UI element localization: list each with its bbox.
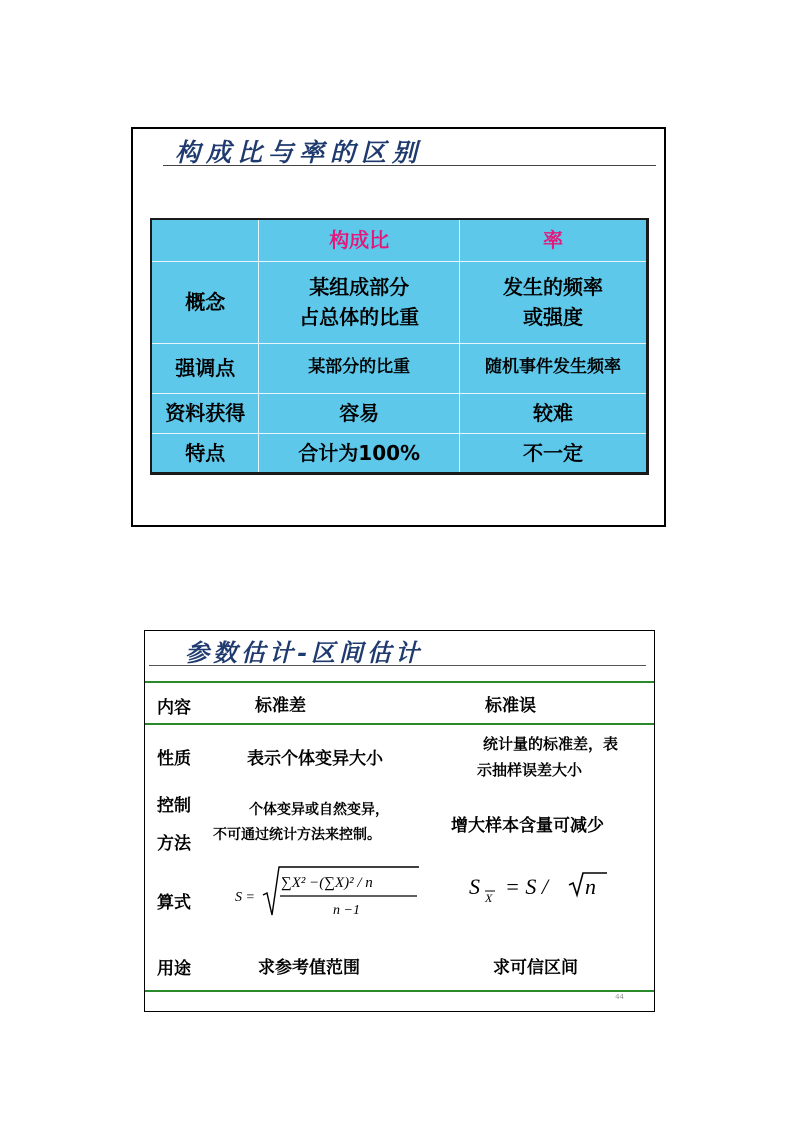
cell — [459, 261, 647, 343]
cell-line: 某组成部分 — [309, 275, 410, 299]
sd-numerator: ∑X² −(∑X)² / n — [281, 875, 373, 891]
se-formula — [465, 867, 615, 907]
se-sub: X — [485, 891, 493, 905]
sd-denominator: n −1 — [333, 903, 360, 918]
table-top-rule — [145, 681, 654, 683]
cell: 随机事件发生频率 — [459, 343, 647, 393]
header-rate: 率 — [459, 219, 647, 261]
row-label-formula: 算式 — [157, 893, 191, 913]
usage-se: 求可信区间 — [493, 958, 578, 978]
row-label: 强调点 — [151, 343, 259, 393]
se-n: n — [585, 874, 596, 899]
control-se: 增大样本含量可减少 — [451, 816, 604, 836]
slide2-title: 参数估计-区间估计 — [185, 638, 423, 667]
cell: 较难 — [459, 393, 647, 433]
sd-lhs: S = — [235, 890, 255, 905]
se-rhs: = S / — [505, 874, 548, 899]
control-sd-line2: 不可通过统计方法来控制。 — [213, 827, 381, 843]
cell-line: 发生的频率 — [502, 275, 603, 299]
page-mark: 44 — [615, 993, 624, 1001]
nature-se-line2: 示抽样误差大小 — [477, 761, 583, 779]
header-content: 内容 — [157, 698, 191, 718]
table-bottom-rule — [145, 990, 654, 992]
row-label: 特点 — [151, 433, 259, 473]
cell: 不一定 — [459, 433, 647, 473]
cell-line: 或强度 — [522, 305, 583, 329]
comparison-table — [150, 218, 649, 475]
header-sd: 标准差 — [255, 696, 306, 716]
header-bottom-rule — [145, 723, 654, 725]
nature-se-line1: 统计量的标准差，表 — [483, 735, 619, 753]
row-label-nature: 性质 — [157, 749, 191, 769]
control-sd-line1: 个体变异或自然变异， — [249, 802, 389, 818]
header-empty — [151, 219, 259, 261]
table-header-row — [151, 219, 648, 261]
row-label: 资料获得 — [151, 393, 259, 433]
header-composition: 构成比 — [259, 219, 460, 261]
table-row — [151, 343, 648, 393]
title-underline — [149, 665, 646, 666]
usage-sd: 求参考值范围 — [258, 958, 360, 978]
nature-sd: 表示个体变异大小 — [247, 749, 383, 769]
cell: 某部分的比重 — [259, 343, 460, 393]
cell: 容易 — [259, 393, 460, 433]
slide-interval-estimation — [144, 630, 655, 1012]
se-lhs: S — [469, 874, 480, 899]
table-row — [151, 261, 648, 343]
cell-line: 占总体的比重 — [299, 305, 420, 329]
table-row — [151, 393, 648, 433]
sd-formula — [233, 863, 423, 921]
cell — [259, 261, 460, 343]
header-se: 标准误 — [485, 696, 536, 716]
cell: 合计为100% — [259, 433, 460, 473]
row-label: 概念 — [151, 261, 259, 343]
slide1-title: 构成比与率的区别 — [175, 138, 424, 167]
row-label-control-2: 方法 — [157, 834, 191, 854]
slide-composition-vs-rate — [131, 127, 666, 527]
title-underline — [163, 165, 656, 166]
row-label-control-1: 控制 — [157, 796, 191, 816]
table-row — [151, 433, 648, 473]
row-label-usage: 用途 — [157, 959, 191, 979]
